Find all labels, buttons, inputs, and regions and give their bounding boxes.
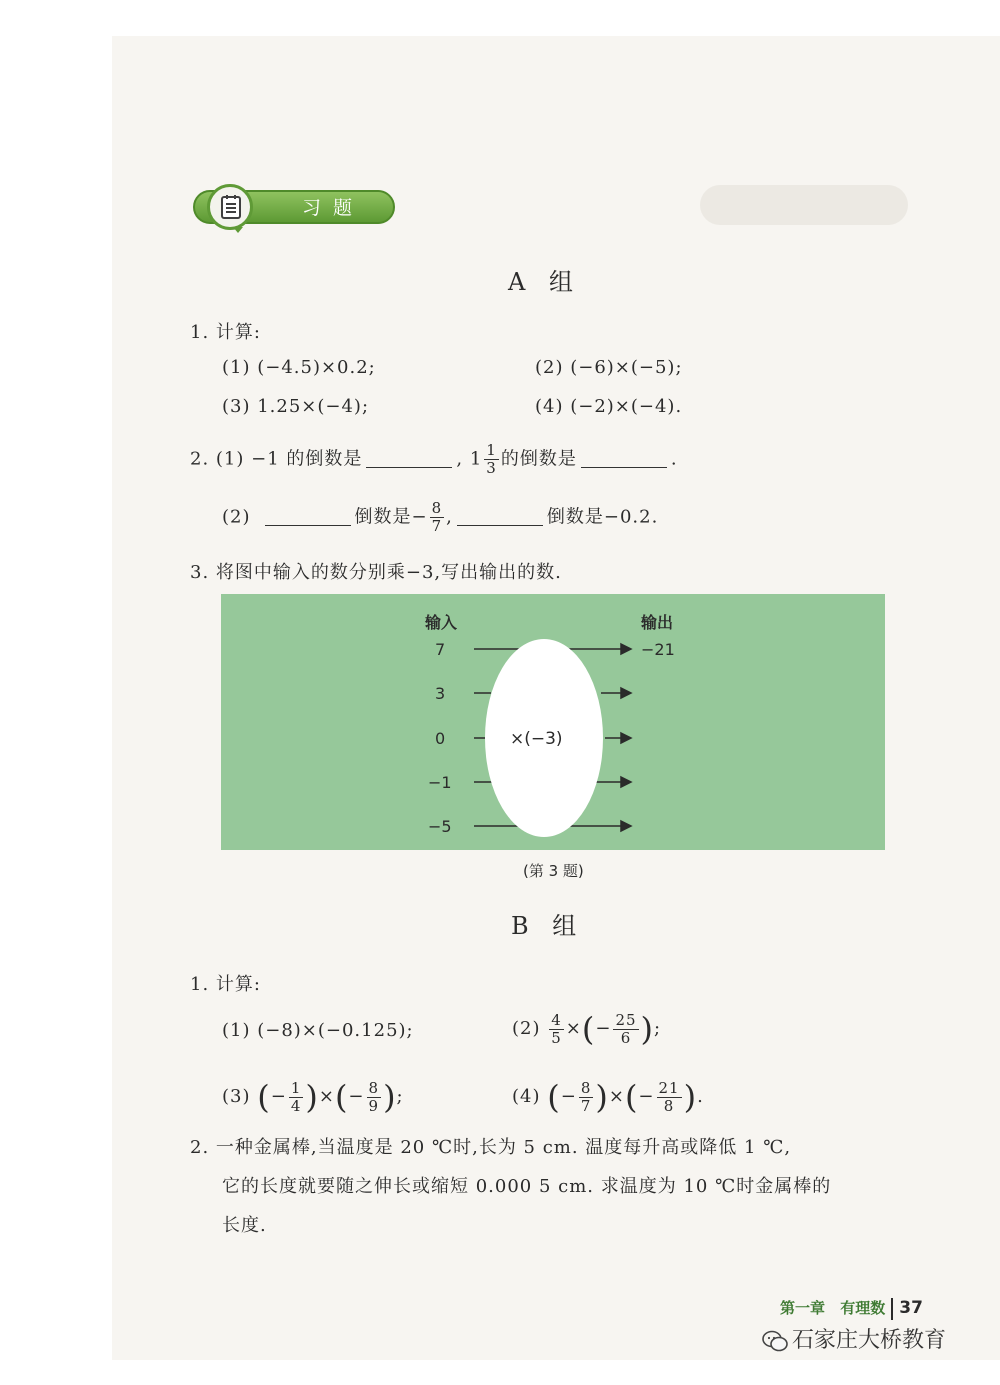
fraction-denominator: 6 xyxy=(620,1028,632,1047)
minus-sign: − xyxy=(348,1086,365,1107)
a-q2-text: 2. (1) −1 的倒数是 xyxy=(190,448,363,470)
input-value: −1 xyxy=(428,773,452,792)
fraction-numerator: 25 xyxy=(615,1010,637,1029)
figure-caption: (第 3 题) xyxy=(523,862,584,880)
a-q1-item-4: (4) (−2)×(−4). xyxy=(535,396,683,417)
b-q1-item-1: (1) (−8)×(−0.125); xyxy=(222,1020,414,1041)
item-number: (2) xyxy=(512,1018,541,1039)
fraction xyxy=(613,1012,638,1047)
input-value: 3 xyxy=(435,684,446,703)
fraction-numerator: 4 xyxy=(551,1010,562,1029)
watermark-text: 石家庄大桥教育 xyxy=(792,1328,947,1353)
fraction xyxy=(579,1080,594,1115)
fraction xyxy=(549,1012,564,1047)
a-q1-item-2: (2) (−6)×(−5); xyxy=(535,357,683,378)
item-number: (4) xyxy=(512,1086,541,1107)
minus-sign: − xyxy=(638,1086,655,1107)
input-value: 0 xyxy=(435,729,446,748)
b-q1-item-2: (2) $\frac{4}{5}$ ×(− $\frac{25}{6}$ ); xyxy=(512,1010,662,1048)
times-sign: × xyxy=(608,1086,625,1107)
b-q2-line-1: 2. 一种金属棒,当温度是 20 ℃时,长为 5 cm. 温度每升高或降低 1 ℃, xyxy=(190,1137,792,1158)
wechat-icon xyxy=(762,1330,788,1352)
b-q1-item-4: (4) (− $\frac{8}{7}$ )×(− $\frac{21}{8}$ ). xyxy=(512,1078,704,1116)
badge-pointer-icon xyxy=(233,227,243,233)
a-q1-item-1: (1) (−4.5)×0.2; xyxy=(222,357,376,378)
b-q1-item-3: (3) (− $\frac{1}{4}$ )×(− $\frac{8}{9}$ ); xyxy=(222,1078,404,1116)
a-q2-line-1 xyxy=(190,442,678,477)
a-q2-text: , 1 xyxy=(456,448,483,470)
item-number: (3) xyxy=(222,1086,251,1107)
bleed-through-shape xyxy=(700,185,908,225)
minus-sign: − xyxy=(560,1086,577,1107)
minus-sign: − xyxy=(270,1086,287,1107)
fraction-numerator: 8 xyxy=(580,1078,592,1097)
a-q2-text: 倒数是−0.2. xyxy=(546,506,659,528)
b-q1-label: 1. 计算: xyxy=(190,974,261,995)
a-q2-text: (2) xyxy=(222,506,251,528)
fraction-numerator: 1 xyxy=(486,441,497,459)
fraction xyxy=(367,1080,382,1115)
input-header: 输入 xyxy=(425,613,458,632)
fraction xyxy=(657,1080,682,1115)
page-footer xyxy=(780,1297,923,1320)
times-sign: × xyxy=(318,1086,335,1107)
b-q2-line-3: 长度. xyxy=(222,1215,267,1236)
operation-label: ×(−3) xyxy=(510,729,563,749)
fraction-numerator: 1 xyxy=(290,1078,302,1097)
group-a-heading: A 组 xyxy=(508,268,581,296)
a-q3-label: 3. 将图中输入的数分别乘−3,写出输出的数. xyxy=(190,562,562,583)
a-q2-line-2 xyxy=(222,500,658,535)
fraction-denominator: 9 xyxy=(368,1096,380,1115)
fraction-denominator: 8 xyxy=(663,1096,675,1115)
notepad-icon xyxy=(207,184,253,230)
answer-blank xyxy=(366,449,452,468)
punctuation: ; xyxy=(654,1018,662,1039)
a-q2-text: 的倒数是 xyxy=(500,448,577,470)
output-value: −21 xyxy=(641,640,675,659)
watermark xyxy=(762,1323,946,1354)
fraction-denominator: 4 xyxy=(290,1096,302,1115)
input-value: 7 xyxy=(435,640,446,659)
footer-divider xyxy=(891,1298,893,1320)
badge-label: 习题 xyxy=(302,197,365,219)
a-q1-label: 1. 计算: xyxy=(190,322,261,343)
fraction xyxy=(289,1080,304,1115)
a-q2-text: , xyxy=(446,506,453,528)
fraction-denominator: 5 xyxy=(551,1028,562,1047)
a-q1-item-3: (3) 1.25×(−4); xyxy=(222,396,370,417)
fraction-denominator: 3 xyxy=(486,459,497,477)
fraction xyxy=(484,442,499,477)
a-q2-text: . xyxy=(670,448,678,470)
minus-sign: − xyxy=(595,1018,612,1039)
page-number: 37 xyxy=(899,1298,923,1318)
times-sign: × xyxy=(565,1018,582,1039)
fraction-numerator: 21 xyxy=(658,1078,680,1097)
a-q2-text: 倒数是− xyxy=(354,506,428,528)
output-header: 输出 xyxy=(641,613,674,632)
fraction-denominator: 7 xyxy=(580,1096,592,1115)
input-value: −5 xyxy=(428,817,452,836)
section-label: 有理数 xyxy=(840,1299,886,1317)
answer-blank xyxy=(581,449,667,468)
answer-blank xyxy=(265,507,351,526)
fraction-numerator: 8 xyxy=(431,499,443,517)
fraction-numerator: 8 xyxy=(368,1078,380,1097)
group-b-heading: B 组 xyxy=(511,912,585,940)
chapter-label: 第一章 xyxy=(780,1299,826,1317)
fraction-denominator: 7 xyxy=(431,517,443,535)
exercise-badge xyxy=(187,184,397,238)
input-output-diagram xyxy=(221,594,885,850)
fraction xyxy=(430,500,445,535)
b-q2-line-2: 它的长度就要随之伸长或缩短 0.000 5 cm. 求温度为 10 ℃时金属棒的 xyxy=(222,1176,832,1197)
answer-blank xyxy=(457,507,543,526)
punctuation: ; xyxy=(396,1086,404,1107)
punctuation: . xyxy=(697,1086,704,1107)
